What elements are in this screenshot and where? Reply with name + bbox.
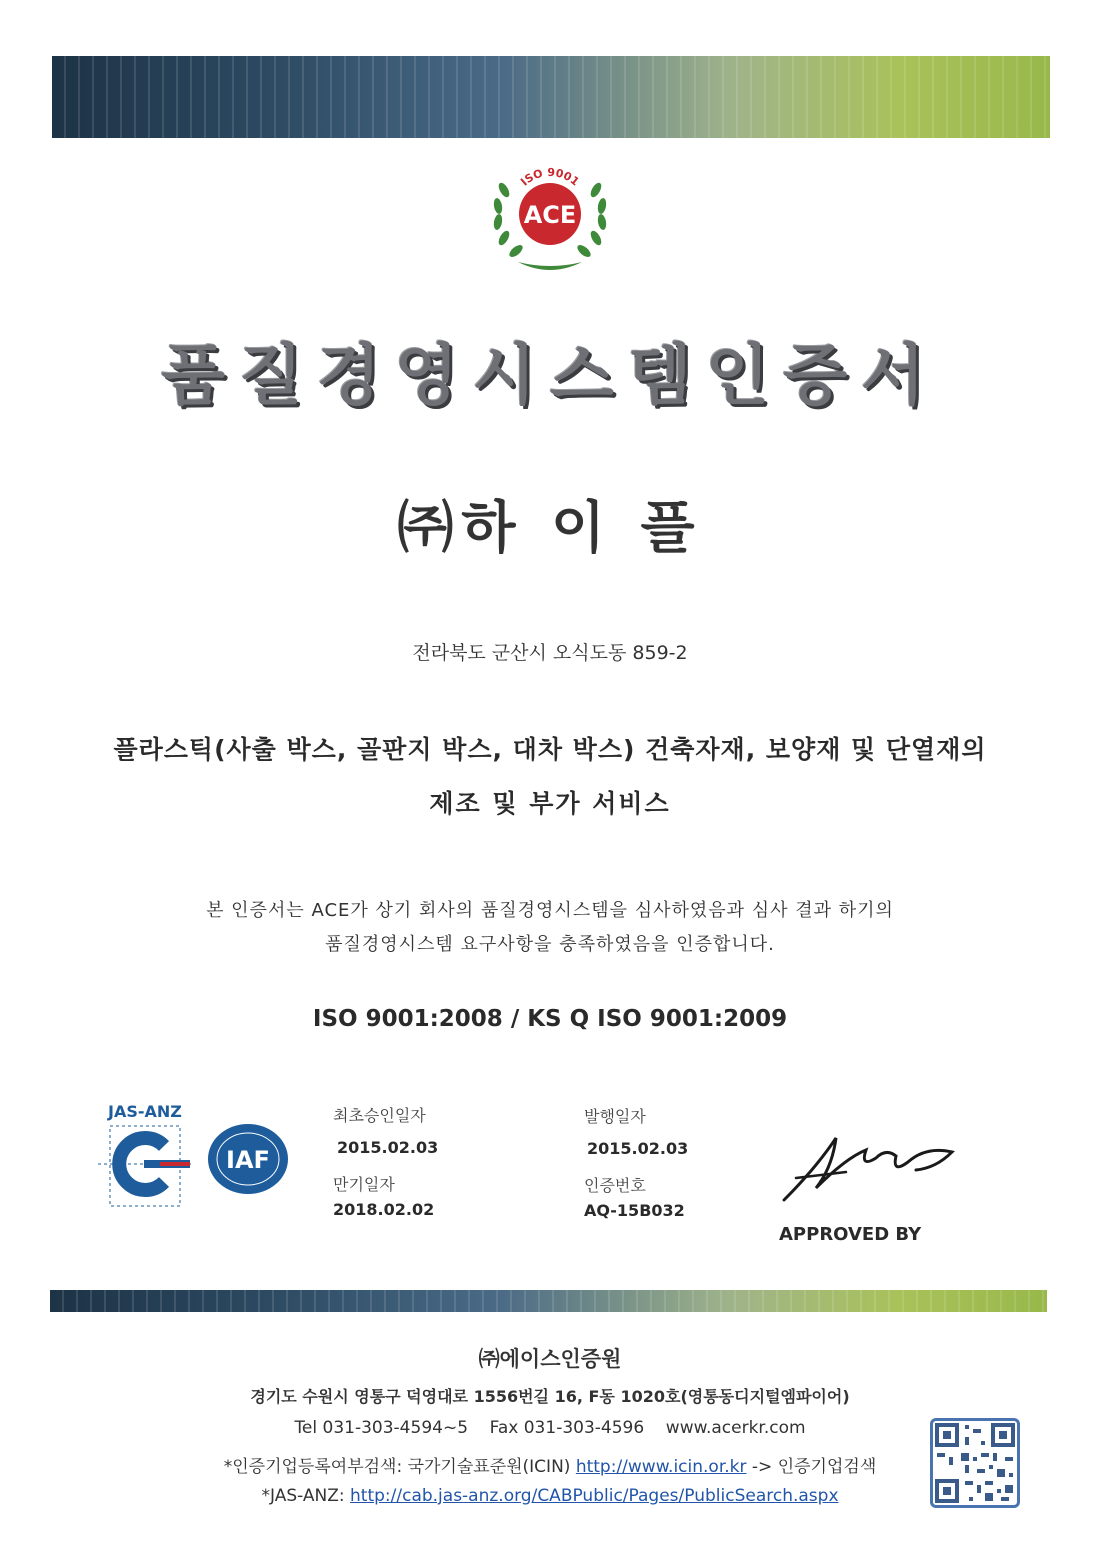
top-banner: [52, 56, 1050, 138]
approved-by-label: APPROVED BY: [779, 1224, 922, 1245]
issuer-website: www.acerkr.com: [665, 1418, 806, 1438]
iso-standard: ISO 9001:2008 / KS Q ISO 9001:2009: [312, 1006, 788, 1032]
initial-approval-label: 최초승인일자: [333, 1106, 426, 1125]
jas-prefix: *JAS-ANZ:: [261, 1486, 345, 1506]
company-address: 전라북도 군산시 오식도동 859-2: [412, 642, 688, 664]
icin-suffix: -> 인증기업검색: [751, 1457, 877, 1477]
expiry-label: 만기일자: [333, 1175, 395, 1194]
ace-iso-logo: [488, 150, 612, 280]
signature-icon: [776, 1128, 966, 1208]
jas-link[interactable]: http://cab.jas-anz.org/CABPublic/Pages/PublicSearch.aspx: [350, 1486, 839, 1506]
issue-date-label: 발행일자: [584, 1107, 646, 1126]
initial-approval-value: 2015.02.03: [337, 1138, 439, 1157]
qr-code[interactable]: [930, 1418, 1020, 1508]
issuer-company: ㈜에이스인증원: [478, 1347, 622, 1371]
svg-text:ISO 9001: ISO 9001: [518, 165, 582, 189]
certificate-title: 품질경영시스템인증서: [161, 337, 939, 414]
icin-prefix: *인증기업등록여부검색: 국가기술표준원(ICIN): [223, 1457, 571, 1477]
iaf-logo-text: IAF: [226, 1146, 270, 1174]
iaf-logo-icon: [206, 1122, 290, 1196]
issuer-fax: Fax 031-303-4596: [489, 1418, 645, 1438]
ace-logo-text: ACE: [523, 201, 577, 229]
cert-number-label: 인증번호: [584, 1176, 646, 1195]
scope-line-1: 플라스틱(사출 박스, 골판지 박스, 대차 박스) 건축자재, 보양재 및 단열재의: [113, 735, 987, 764]
statement-line-1: 본 인증서는 ACE가 상기 회사의 품질경영시스템을 심사하였음과 심사 결과 하기의: [206, 900, 894, 921]
statement-line-2: 품질경영시스템 요구사항을 충족하였음을 인증합니다.: [325, 934, 775, 955]
expiry-value: 2018.02.02: [333, 1200, 435, 1219]
issuer-tel: Tel 031-303-4594~5: [294, 1418, 469, 1438]
jas-anz-label: JAS-ANZ: [108, 1102, 182, 1121]
jas-anz-logo-icon: [98, 1124, 194, 1208]
scope-line-2: 제조 및 부가 서비스: [429, 789, 671, 818]
issuer-address: 경기도 수원시 영통구 덕영대로 1556번길 16, F동 1020호(영통동디지털엠파이어): [250, 1387, 850, 1406]
bottom-banner: [50, 1290, 1047, 1312]
icin-link[interactable]: http://www.icin.or.kr: [575, 1457, 747, 1477]
company-name: ㈜하 이 플: [397, 496, 703, 561]
issue-date-value: 2015.02.03: [587, 1139, 689, 1158]
cert-number-value: AQ-15B032: [584, 1201, 685, 1220]
qr-code-icon: [933, 1421, 1017, 1505]
